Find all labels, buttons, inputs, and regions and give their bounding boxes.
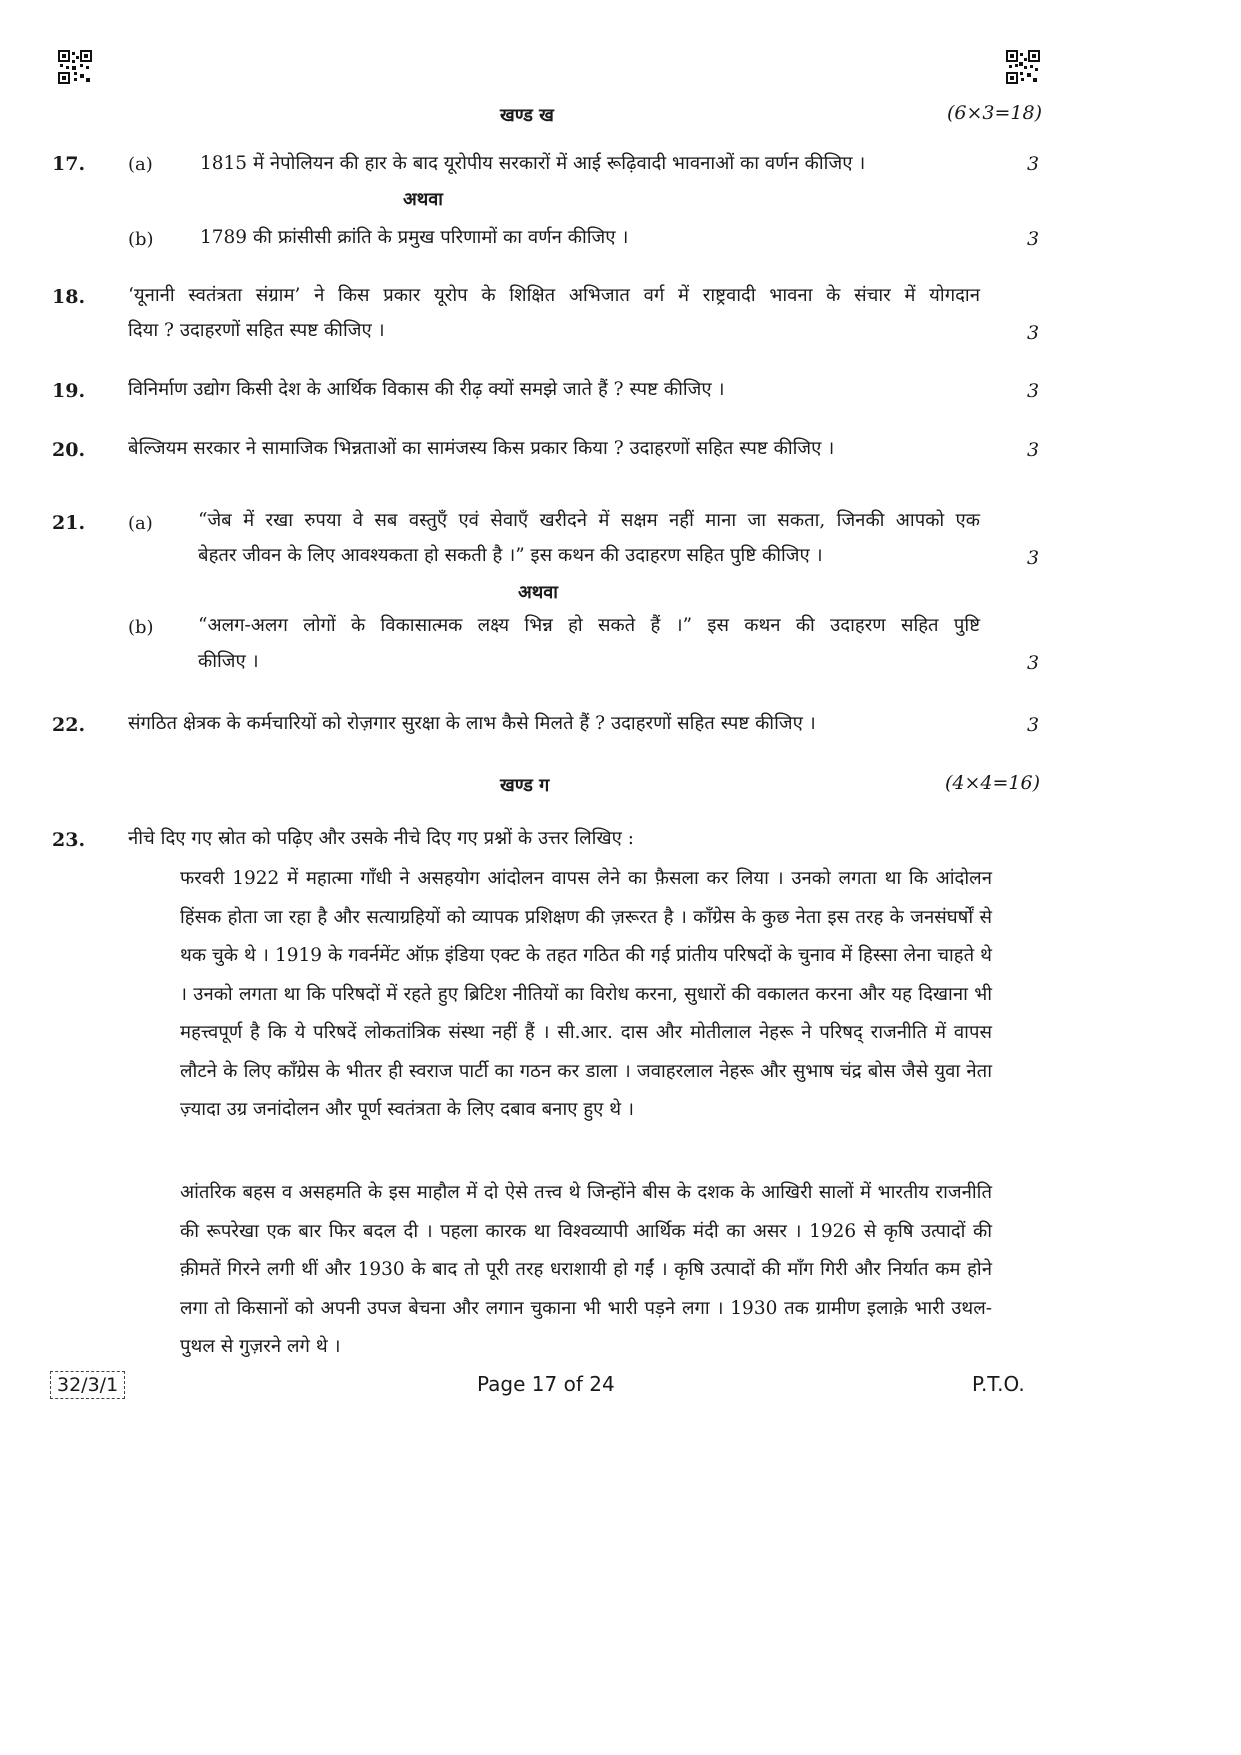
question-number: 23. [52, 829, 86, 851]
question-marks: 3 [1027, 714, 1040, 736]
qr-code-icon [1006, 50, 1040, 84]
question-number: 18. [52, 286, 86, 308]
question-marks: 3 [1027, 228, 1040, 250]
question-number: 19. [52, 380, 86, 402]
question-number: 21. [52, 512, 86, 534]
source-paragraph: आंतरिक बहस व असहमति के इस माहौल में दो ऐसे तत्त्व थे जिन्होंने बीस के दशक के आखिरी सालों में भारतीय राजनीति की रूपरेखा एक बार फिर बदल दी । पहला कारक था विश्वव्यापी आर्थिक मंदी का असर । 1926 से कृषि उत्पादों की क़ीमतें गिरने लगी थीं और 1930 के बाद तो पूरी तरह धराशायी हो गईं । कृषि उत्पादों की माँग गिरी और निर्यात कम होने लगा तो किसानों को अपनी उपज बेचना और लगान चुकाना भी भारी पड़ने लगा । 1930 तक ग्रामीण इलाक़े भारी उथल-पुथल से गुज़रने लगे थे । [180, 1182, 992, 1357]
or-separator: अथवा [518, 582, 558, 603]
question-text: 1815 में नेपोलियन की हार के बाद यूरोपीय सरकारों में आई रूढ़िवादी भावनाओं का वर्णन कीजिए । [200, 153, 866, 174]
section-title: खण्ड ग [500, 775, 550, 796]
question-text: विनिर्माण उद्योग किसी देश के आर्थिक विकास की रीढ़ क्यों समझे जाते हैं ? स्पष्ट कीजिए । [128, 379, 725, 400]
or-separator: अथवा [403, 189, 443, 210]
question-instruction: नीचे दिए गए स्रोत को पढ़िए और उसके नीचे दिए गए प्रश्नों के उत्तर लिखिए : [128, 828, 634, 849]
question-text: कीजिए । [198, 651, 259, 672]
question-text: 1789 की फ्रांसीसी क्रांति के प्रमुख परिणामों का वर्णन कीजिए । [200, 227, 629, 248]
option-label: (b) [128, 617, 154, 638]
option-label: (a) [128, 154, 153, 175]
question-text: संगठित क्षेत्रक के कर्मचारियों को रोज़गार सुरक्षा के लाभ कैसे मिलते हैं ? उदाहरणों सहित स्पष्ट कीजिए । [128, 713, 816, 734]
source-paragraph: फरवरी 1922 में महात्मा गाँधी ने असहयोग आंदोलन वापस लेने का फ़ैसला कर लिया । उनको लगता था कि आंदोलन हिंसक होता जा रहा है और सत्याग्रहियों को व्यापक प्रशिक्षण की ज़रूरत है । काँग्रेस के कुछ नेता इस तरह के जनसंघर्षों से थक चुके थे । 1919 के गवर्नमेंट ऑफ़ इंडिया एक्ट के तहत गठित की गई प्रांतीय परिषदों के चुनाव में हिस्सा लेना चाहते थे । उनको लगता था कि परिषदों में रहते हुए ब्रिटिश नीतियों का विरोध करना, सुधारों की वकालत करना और यह दिखाना भी महत्त्वपूर्ण है कि ये परिषदें लोकतांत्रिक संस्था नहीं हैं । सी.आर. दास और मोतीलाल नेहरू ने परिषद् राजनीति में वापस लौटने के लिए काँग्रेस के भीतर ही स्वराज पार्टी का गठन कर डाला । जवाहरलाल नेहरू और सुभाष चंद्र बोस जैसे युवा नेता ज़्यादा उग्र जनांदोलन और पूर्ण स्वतंत्रता के लिए दबाव बनाए हुए थे । [180, 868, 992, 1120]
question-text: बेल्जियम सरकार ने सामाजिक भिन्नताओं का सामंजस्य किस प्रकार किया ? उदाहरणों सहित स्पष्ट कीजिए । [128, 438, 835, 459]
question-marks: 3 [1027, 547, 1040, 569]
question-marks: 3 [1027, 439, 1040, 461]
question-marks: 3 [1027, 322, 1040, 344]
question-number: 20. [52, 439, 86, 461]
paper-code: 32/3/1 [50, 1371, 125, 1399]
question-number: 17. [52, 153, 86, 175]
question-text: दिया ? उदाहरणों सहित स्पष्ट कीजिए । [128, 320, 385, 341]
question-number: 22. [52, 714, 86, 736]
qr-code-icon [58, 50, 92, 84]
section-marks: (6×3=18) [947, 102, 1043, 124]
question-text: “अलग-अलग लोगों के विकासात्मक लक्ष्य भिन्न हो सकते हैं ।” इस कथन की उदाहरण सहित पुष्टि [198, 615, 980, 636]
question-text: ‘यूनानी स्वतंत्रता संग्राम’ ने किस प्रकार यूरोप के शिक्षित अभिजात वर्ग में राष्ट्रवादी भावना के संचार में योगदान [128, 285, 980, 306]
question-marks: 3 [1027, 652, 1040, 674]
question-marks: 3 [1027, 153, 1040, 175]
section-marks: (4×4=16) [945, 772, 1041, 794]
page-number: Page 17 of 24 [477, 1372, 615, 1396]
question-marks: 3 [1027, 380, 1040, 402]
question-text: “जेब में रखा रुपया वे सब वस्तुएँ एवं सेवाएँ खरीदने में सक्षम नहीं माना जा सकता, जिनकी आपको एक [198, 510, 980, 531]
pto-label: P.T.O. [972, 1372, 1025, 1396]
question-text: बेहतर जीवन के लिए आवश्यकता हो सकती है ।” इस कथन की उदाहरण सहित पुष्टि कीजिए । [198, 545, 823, 566]
option-label: (a) [128, 513, 153, 534]
section-title: खण्ड ख [500, 105, 554, 126]
option-label: (b) [128, 229, 154, 250]
